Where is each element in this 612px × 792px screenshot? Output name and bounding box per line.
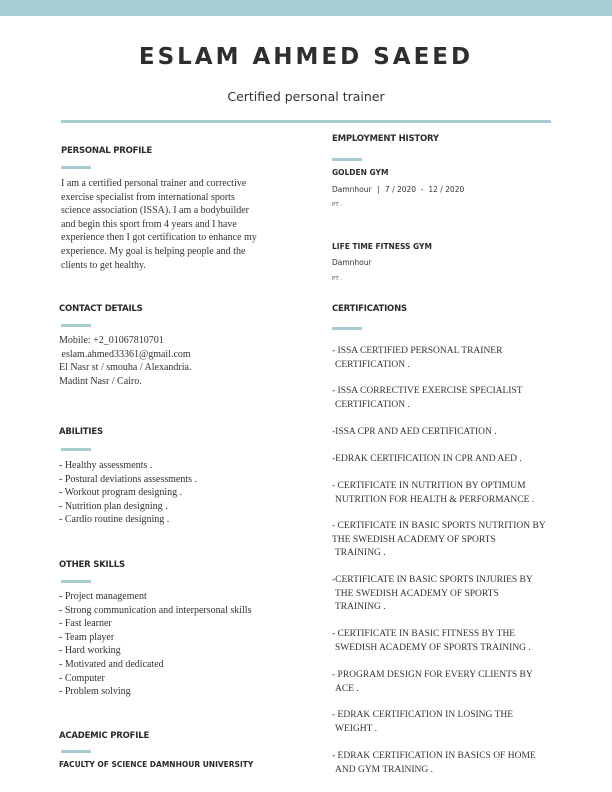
job-name: GOLDEN GYM <box>332 168 389 177</box>
certification-line: CERTIFICATION . <box>335 399 410 410</box>
certification-line: - CERTIFICATE IN NUTRITION BY OPTIMUM <box>332 481 526 491</box>
abilities-heading: ABILITIES <box>59 427 103 437</box>
contact-accent-bar <box>61 324 91 327</box>
ability-item: - Nutrition plan designing . <box>59 500 168 512</box>
skills-accent-bar <box>61 580 91 583</box>
academic-accent-bar <box>61 750 91 753</box>
profile-text <box>61 177 257 272</box>
certification-item <box>332 669 568 696</box>
certification-line: -EDRAK CERTIFICATION IN CPR AND AED . <box>332 454 522 464</box>
skill-item: - Hard working <box>59 645 121 657</box>
skill-item: - Team player <box>59 631 115 643</box>
certification-line: CERTIFICATION . <box>335 359 410 370</box>
profile-line: science association (ISSA). I am a bodybuilder <box>61 205 250 217</box>
certification-line: - CERTIFICATE IN BASIC FITNESS BY THE <box>332 629 516 639</box>
header-divider <box>61 120 551 123</box>
certification-item <box>332 628 568 655</box>
ability-item: - Workout program designing . <box>59 487 183 499</box>
certifications-heading: CERTIFICATIONS <box>332 304 407 314</box>
academic-heading: ACADEMIC PROFILE <box>59 731 150 741</box>
ability-item: - Healthy assessments . <box>59 460 153 471</box>
job-dates: 7 / 2020 - 12 / 2020 <box>384 185 465 194</box>
certification-line: ACE . <box>335 683 359 694</box>
contact-details <box>59 334 191 388</box>
certification-item <box>332 480 568 507</box>
job-meta <box>332 185 464 194</box>
resume-name: ESLAM AHMED SAEED <box>138 44 474 70</box>
certification-item <box>332 345 568 372</box>
certification-line: NUTRITION FOR HEALTH & PERFORMANCE . <box>335 494 535 505</box>
certification-line: - CERTIFICATE IN BASIC SPORTS NUTRITION BY <box>332 521 546 531</box>
certification-line: - ISSA CERTIFIED PERSONAL TRAINER <box>332 346 503 356</box>
certification-line: - PROGRAM DESIGN FOR EVERY CLIENTS BY <box>332 670 533 680</box>
certification-item <box>332 385 568 412</box>
skill-item: - Computer <box>59 672 105 684</box>
certification-line: -ISSA CPR AND AED CERTIFICATION . <box>332 427 497 437</box>
profile-line: and begin this sport from 4 years and I have <box>61 218 237 230</box>
certification-line: THE SWEDISH ACADEMY OF SPORTS <box>335 588 499 599</box>
job-location: Damnhour <box>332 258 372 267</box>
profile-heading: PERSONAL PROFILE <box>61 146 152 156</box>
certification-line: WEIGHT . <box>335 723 378 734</box>
certifications-accent-bar <box>332 327 362 330</box>
resume-title: Certified personal trainer <box>227 89 385 104</box>
employment-heading: EMPLOYMENT HISTORY <box>332 134 439 144</box>
job-meta-separator: | <box>377 185 380 194</box>
skills-list <box>59 590 251 699</box>
profile-line: exercise specialist from international sports <box>61 191 235 203</box>
abilities-list <box>59 459 197 527</box>
employment-accent-bar <box>332 158 362 161</box>
certification-item <box>332 709 568 736</box>
profile-line: I am a certified personal trainer and corrective <box>61 178 247 189</box>
ability-item: - Postural deviations assessments . <box>59 473 198 485</box>
skill-item: - Problem solving <box>59 686 131 698</box>
job-role: PT . <box>332 276 343 282</box>
job-name: LIFE TIME FITNESS GYM <box>332 242 432 251</box>
skill-item: - Project management <box>59 591 147 602</box>
certification-item <box>332 750 568 777</box>
certification-line: - EDRAK CERTIFICATION IN BASICS OF HOME <box>332 751 536 761</box>
contact-email: eslam.ahmed33361@gmail.com <box>59 348 191 360</box>
certification-item <box>332 453 568 467</box>
contact-address: Madint Nasr / Cairo. <box>59 375 142 387</box>
certification-line: AND GYM TRAINING . <box>335 764 433 775</box>
certification-line: THE SWEDISH ACADEMY OF SPORTS <box>332 534 496 545</box>
abilities-accent-bar <box>61 448 91 451</box>
contact-heading: CONTACT DETAILS <box>59 304 143 314</box>
certification-line: - ISSA CORRECTIVE EXERCISE SPECIALIST <box>332 386 523 396</box>
profile-line: experience. My goal is helping people and the <box>61 245 246 257</box>
certification-line: -CERTIFICATE IN BASIC SPORTS INJURIES BY <box>332 575 533 585</box>
certification-line: TRAINING . <box>335 548 386 559</box>
skill-item: - Strong communication and interpersonal skills <box>59 604 252 616</box>
top-accent-band <box>0 0 612 16</box>
certification-item <box>332 574 568 615</box>
skills-heading: OTHER SKILLS <box>59 560 125 570</box>
ability-item: - Cardio routine designing . <box>59 514 170 526</box>
academic-school: FACULTY OF SCIENCE DAMNHOUR UNIVERSITY <box>59 760 254 769</box>
job-location: Damnhour <box>332 185 372 194</box>
profile-line: experience then I got certification to enhance my <box>61 232 257 244</box>
skill-item: - Motivated and dedicated <box>59 658 164 670</box>
certification-item <box>332 426 568 440</box>
job-role: PT . <box>332 202 343 208</box>
certification-item <box>332 520 568 561</box>
profile-accent-bar <box>61 166 91 169</box>
profile-line: clients to get healthy. <box>61 259 146 271</box>
skill-item: - Fast learner <box>59 618 112 630</box>
contact-mobile: Mobile: +2_01067810701 <box>59 335 164 346</box>
contact-address: El Nasr st / smouha / Alexandria. <box>59 362 192 374</box>
certification-line: TRAINING . <box>335 602 386 613</box>
certification-line: SWEDISH ACADEMY OF SPORTS TRAINING . <box>335 642 531 653</box>
certification-line: - EDRAK CERTIFICATION IN LOSING THE <box>332 710 514 720</box>
